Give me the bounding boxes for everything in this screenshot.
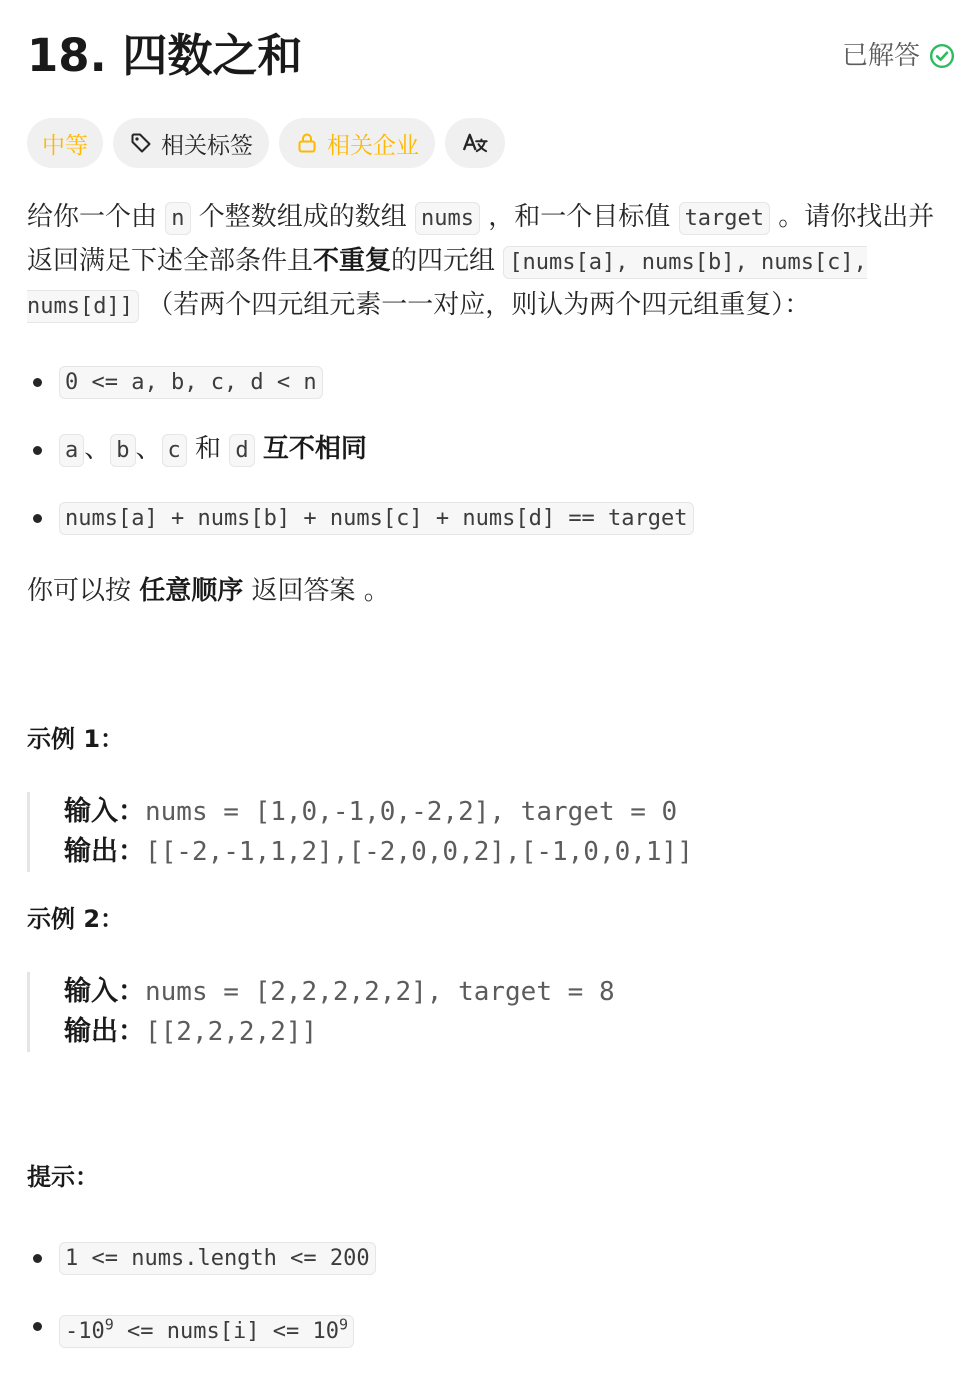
topics-tag-label: 相关标签 [161, 132, 253, 159]
condition-item [27, 360, 943, 404]
problem-header [27, 26, 955, 86]
example-output: [[2,2,2,2]] [145, 1017, 318, 1047]
example-input: nums = [1,0,-1,0,-2,2], target = 0 [145, 797, 678, 827]
code-nums: nums [415, 202, 480, 235]
problem-description [27, 196, 943, 1353]
difficulty-label: 中等 [42, 132, 88, 159]
tag-icon [129, 131, 153, 155]
companies-tag-label: 相关企业 [327, 132, 419, 159]
order-note: 你可以按 任意顺序 返回答案 。 [27, 576, 390, 606]
code-n: n [165, 202, 190, 235]
example-1 [27, 718, 943, 872]
problem-title[interactable]: 18. 四数之和 [27, 29, 303, 82]
example-title: 示例 1： [27, 725, 125, 753]
example-input: nums = [2,2,2,2,2], target = 8 [145, 977, 615, 1007]
example-block: 输入：nums = [1,0,-1,0,-2,2], target = 0 输出：[[-2,-1,1,2],[-2,0,0,2],[-1,0,0,1]] [27, 792, 943, 872]
hint-range: $-10^9$ <= nums[i] <= $10^9$ [59, 1315, 354, 1348]
hints-section [27, 1156, 943, 1353]
conditions-list [27, 360, 943, 540]
companies-tag-button[interactable] [279, 118, 435, 168]
condition-sum: nums[a] + nums[b] + nums[c] + nums[d] == target [59, 502, 694, 535]
solved-status [842, 38, 955, 74]
hint-item [27, 1304, 943, 1353]
example-title: 示例 2： [27, 905, 125, 933]
description-paragraph: 给你一个由 n 个整数组成的数组 nums ，和一个目标值 target 。请你找出并返回满足下述全部条件且不重复的四元组 [nums[a], nums[b], nums[c], nums[d]] （若两个四元组元素一一对应，则认为两个四元组重复）： [27, 196, 943, 328]
condition-range: 0 <= a, b, c, d < n [59, 366, 323, 399]
bold-distinct: 互不相同 [262, 434, 367, 464]
condition-item [27, 496, 943, 540]
example-output: [[-2,-1,1,2],[-2,0,0,2],[-1,0,0,1]] [145, 837, 693, 867]
code-target: target [679, 202, 770, 235]
solved-label: 已解答 [841, 41, 920, 71]
difficulty-badge [27, 118, 103, 168]
lock-icon [295, 131, 319, 155]
topics-tag-button[interactable] [113, 118, 269, 168]
translate-button[interactable] [445, 118, 505, 168]
code-quadruple: [nums[a], nums[b], nums[c], nums[d]] [27, 246, 867, 323]
condition-item: a 、 b 、 c 和 d 互不相同 [27, 428, 943, 472]
check-circle-icon [929, 43, 955, 69]
hint-item [27, 1236, 943, 1280]
hints-list [27, 1236, 943, 1353]
bold-no-duplicate: 不重复 [313, 246, 392, 276]
example-block: 输入：nums = [2,2,2,2,2], target = 8 输出：[[2,2,2,2]] [27, 972, 943, 1052]
tag-bar [27, 118, 505, 168]
example-2 [27, 898, 943, 1052]
hint-length: 1 <= nums.length <= 200 [59, 1242, 376, 1275]
hints-title: 提示： [27, 1163, 99, 1191]
translate-icon [461, 129, 489, 157]
